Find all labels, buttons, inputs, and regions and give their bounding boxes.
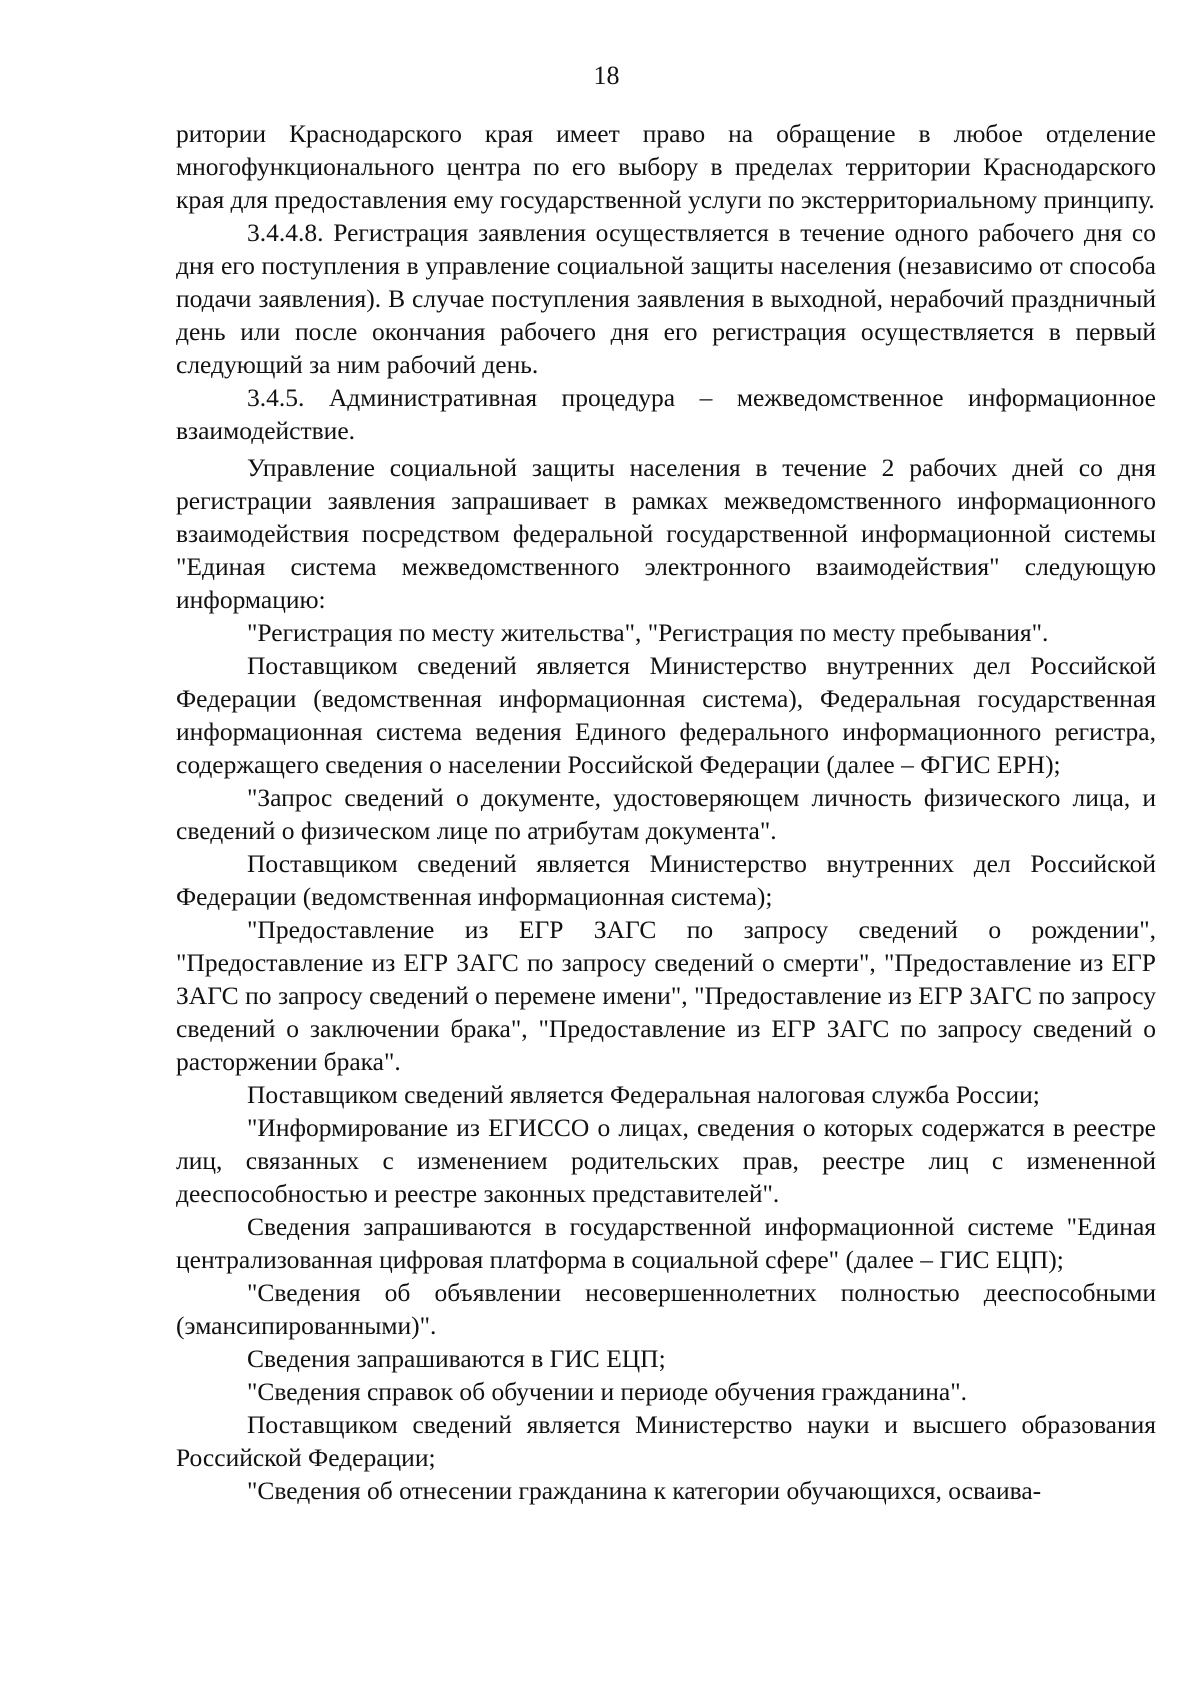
paragraph-registration-request: "Регистрация по месту жительства", "Регистрация по месту пребывания".: [247, 618, 1049, 647]
paragraph-student-category: "Сведения об отнесении гражданина к категории обучающихся, осваива-: [247, 1476, 1042, 1505]
paragraph-identity-document-request: "Запрос сведений о документе, удостоверяющем личность физического лица, и сведений о физическом лице по атрибутам документа".: [176, 783, 1156, 845]
paragraph-supplier-fns: Поставщиком сведений является Федеральная налоговая служба России;: [247, 1080, 1040, 1109]
paragraph-education-certificates: "Сведения справок об обучении и периоде обучения гражданина".: [247, 1377, 968, 1406]
paragraph-zags-requests: "Предоставление из ЕГР ЗАГС по запросу сведений о рождении", "Предоставление из ЕГР ЗАГС по запросу сведений о смерти", "Предоставление из ЕГР ЗАГС по запросу сведений о перемене имени", "Предоставление из ЕГР ЗАГС по запросу сведений о заключении брака", "Предоставление из ЕГР ЗАГС по запросу сведений о расторжении брака".: [176, 915, 1156, 1076]
paragraph-3-4-5: 3.4.5. Административная процедура – межведомственное информационное взаимодействие.: [176, 383, 1156, 445]
paragraph-egisso-request: "Информирование из ЕГИССО о лицах, сведения о которых содержатся в реестре лиц, связанных с изменением родительских прав, реестре лиц с измененной дееспособностью и реестре законных представителей".: [176, 1113, 1156, 1208]
paragraph-supplier-mvd: Поставщиком сведений является Министерство внутренних дел Российской Федерации (ведомственная информационная система);: [176, 849, 1156, 911]
paragraph-interagency-request: Управление социальной защиты населения в течение 2 рабочих дней со дня регистрации заявления запрашивает в рамках межведомственного информационного взаимодействия посредством федеральной государственной информационной системы "Единая система межведомственного электронного взаимодействия" следующую информацию:: [176, 453, 1156, 614]
paragraph-continuation: ритории Краснодарского края имеет право на обращение в любое отделение многофункционального центра по его выбору в пределах территории Краснодарского края для предоставления ему государственной услуги по экстерриториальному принципу.: [176, 119, 1156, 214]
paragraph-supplier-minobrnauki: Поставщиком сведений является Министерство науки и высшего образования Российской Федерации;: [176, 1410, 1156, 1472]
paragraph-gis-ecp: Сведения запрашиваются в государственной информационной системе "Единая централизованная цифровая платформа в социальной сфере" (далее – ГИС ЕЦП);: [176, 1212, 1156, 1274]
paragraph-3-4-4-8: 3.4.4.8. Регистрация заявления осуществляется в течение одного рабочего дня со дня его поступления в управление социальной защиты населения (независимо от способа подачи заявления). В случае поступления заявления в выходной, нерабочий праздничный день или после окончания рабочего дня его регистрация осуществляется в первый следующий за ним рабочий день.: [176, 218, 1156, 379]
paragraph-emancipation-request: "Сведения об объявлении несовершеннолетних полностью дееспособными (эмансипированными)".: [176, 1278, 1156, 1340]
page-number: 18: [593, 61, 620, 90]
paragraph-supplier-mvd-fgis: Поставщиком сведений является Министерство внутренних дел Российской Федерации (ведомственная информационная система), Федеральная государственная информационная система ведения Единого федерального информационного регистра, содержащего сведения о населении Российской Федерации (далее – ФГИС ЕРН);: [176, 651, 1156, 779]
paragraph-gis-ecp-short: Сведения запрашиваются в ГИС ЕЦП;: [247, 1344, 666, 1373]
document-body: [176, 117, 1156, 1507]
